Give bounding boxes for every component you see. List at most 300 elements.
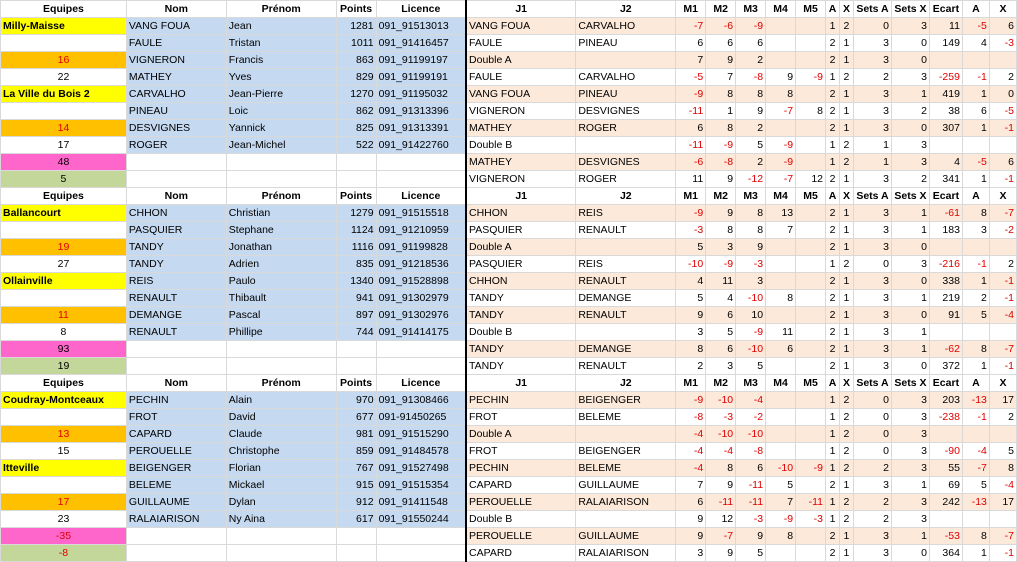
m1-cell[interactable]: -4 (676, 443, 706, 460)
ecart-cell[interactable]: 372 (929, 358, 962, 375)
ecart-a-cell[interactable]: 1 (962, 358, 989, 375)
j1-cell[interactable]: TANDY (466, 307, 576, 324)
nom-cell[interactable]: CHHON (126, 205, 226, 222)
m2-cell[interactable]: -9 (706, 137, 736, 154)
ecart-x-cell[interactable]: 2 (989, 256, 1016, 273)
j1-cell[interactable]: PECHIN (466, 392, 576, 409)
licence-cell[interactable]: 091_91484578 (376, 443, 466, 460)
points-cell[interactable]: 863 (336, 52, 376, 69)
j1-cell[interactable]: FAULE (466, 35, 576, 52)
j2-cell[interactable]: REIS (576, 205, 676, 222)
ecart-x-cell[interactable]: -3 (989, 35, 1016, 52)
j1-cell[interactable]: CHHON (466, 273, 576, 290)
m4-cell[interactable]: 8 (766, 86, 796, 103)
sets-x-cell[interactable]: 3 (891, 409, 929, 426)
ecart-cell[interactable]: 242 (929, 494, 962, 511)
m1-cell[interactable]: -9 (676, 392, 706, 409)
j1-cell[interactable]: FAULE (466, 69, 576, 86)
sets-x-cell[interactable]: 1 (891, 477, 929, 494)
m5-cell[interactable] (796, 290, 826, 307)
team-cell[interactable]: 5 (1, 171, 127, 188)
licence-cell[interactable]: 091_91199191 (376, 69, 466, 86)
a-cell[interactable]: 2 (826, 171, 840, 188)
prenom-cell[interactable]: Alain (226, 392, 336, 409)
sets-a-cell[interactable]: 2 (853, 460, 891, 477)
prenom-cell[interactable]: Tristan (226, 35, 336, 52)
sets-a-cell[interactable]: 3 (853, 35, 891, 52)
licence-cell[interactable] (376, 341, 466, 358)
j2-cell[interactable]: RALAIARISON (576, 545, 676, 562)
m2-cell[interactable]: 9 (706, 477, 736, 494)
j1-cell[interactable]: MATHEY (466, 120, 576, 137)
licence-cell[interactable]: 091_91550244 (376, 511, 466, 528)
a-cell[interactable]: 1 (826, 69, 840, 86)
nom-cell[interactable]: RENAULT (126, 290, 226, 307)
m2-cell[interactable]: 8 (706, 120, 736, 137)
j1-cell[interactable]: Double B (466, 511, 576, 528)
ecart-cell[interactable]: 419 (929, 86, 962, 103)
j1-cell[interactable]: TANDY (466, 290, 576, 307)
j2-cell[interactable]: RENAULT (576, 307, 676, 324)
sets-a-cell[interactable]: 0 (853, 256, 891, 273)
nom-cell[interactable]: CARVALHO (126, 86, 226, 103)
ecart-a-cell[interactable]: 1 (962, 120, 989, 137)
prenom-cell[interactable] (226, 545, 336, 562)
ecart-cell[interactable]: 4 (929, 154, 962, 171)
team-cell[interactable]: Ballancourt (1, 205, 127, 222)
sets-x-cell[interactable]: 3 (891, 392, 929, 409)
j1-cell[interactable]: Double B (466, 324, 576, 341)
team-cell[interactable]: 19 (1, 239, 127, 256)
m5-cell[interactable] (796, 307, 826, 324)
prenom-cell[interactable]: Jean (226, 18, 336, 35)
m5-cell[interactable]: -9 (796, 69, 826, 86)
licence-cell[interactable]: 091_91528898 (376, 273, 466, 290)
licence-cell[interactable]: 091_91416457 (376, 35, 466, 52)
sets-x-cell[interactable]: 0 (891, 52, 929, 69)
ecart-cell[interactable]: 203 (929, 392, 962, 409)
points-cell[interactable]: 970 (336, 392, 376, 409)
licence-cell[interactable]: 091_91527498 (376, 460, 466, 477)
m2-cell[interactable]: 8 (706, 86, 736, 103)
x-cell[interactable]: 2 (839, 443, 853, 460)
m1-cell[interactable]: 8 (676, 341, 706, 358)
m1-cell[interactable]: 9 (676, 511, 706, 528)
points-cell[interactable] (336, 171, 376, 188)
licence-cell[interactable]: 091_91218536 (376, 256, 466, 273)
prenom-cell[interactable]: Loic (226, 103, 336, 120)
licence-cell[interactable]: 091_91313391 (376, 120, 466, 137)
points-cell[interactable]: 981 (336, 426, 376, 443)
licence-cell[interactable]: 091_91513013 (376, 18, 466, 35)
team-cell[interactable] (1, 103, 127, 120)
m3-cell[interactable]: 2 (736, 154, 766, 171)
points-cell[interactable]: 835 (336, 256, 376, 273)
team-cell[interactable]: 17 (1, 494, 127, 511)
licence-cell[interactable]: 091-91450265 (376, 409, 466, 426)
a-cell[interactable]: 2 (826, 477, 840, 494)
m3-cell[interactable]: 3 (736, 273, 766, 290)
ecart-a-cell[interactable]: -4 (962, 443, 989, 460)
prenom-cell[interactable]: Yves (226, 69, 336, 86)
ecart-cell[interactable]: 341 (929, 171, 962, 188)
prenom-cell[interactable]: Ny Aina (226, 511, 336, 528)
nom-cell[interactable]: FROT (126, 409, 226, 426)
m3-cell[interactable]: -10 (736, 290, 766, 307)
prenom-cell[interactable]: Francis (226, 52, 336, 69)
x-cell[interactable]: 2 (839, 392, 853, 409)
m1-cell[interactable]: 4 (676, 273, 706, 290)
m1-cell[interactable]: -4 (676, 426, 706, 443)
m2-cell[interactable]: 12 (706, 511, 736, 528)
sets-a-cell[interactable]: 1 (853, 137, 891, 154)
ecart-x-cell[interactable] (989, 426, 1016, 443)
prenom-cell[interactable]: Florian (226, 460, 336, 477)
licence-cell[interactable]: 091_91515518 (376, 205, 466, 222)
nom-cell[interactable] (126, 171, 226, 188)
nom-cell[interactable]: VANG FOUA (126, 18, 226, 35)
ecart-cell[interactable] (929, 239, 962, 256)
prenom-cell[interactable]: Christophe (226, 443, 336, 460)
sets-x-cell[interactable]: 1 (891, 86, 929, 103)
prenom-cell[interactable]: Jean-Michel (226, 137, 336, 154)
points-cell[interactable]: 912 (336, 494, 376, 511)
ecart-x-cell[interactable] (989, 52, 1016, 69)
j1-cell[interactable]: CAPARD (466, 545, 576, 562)
m5-cell[interactable]: -3 (796, 511, 826, 528)
j1-cell[interactable]: PECHIN (466, 460, 576, 477)
m4-cell[interactable]: -7 (766, 103, 796, 120)
ecart-cell[interactable]: 69 (929, 477, 962, 494)
ecart-cell[interactable]: 11 (929, 18, 962, 35)
licence-cell[interactable] (376, 528, 466, 545)
m5-cell[interactable]: -11 (796, 494, 826, 511)
j1-cell[interactable]: TANDY (466, 358, 576, 375)
ecart-x-cell[interactable]: 17 (989, 494, 1016, 511)
m1-cell[interactable]: 6 (676, 35, 706, 52)
sets-x-cell[interactable]: 0 (891, 239, 929, 256)
sets-a-cell[interactable]: 3 (853, 273, 891, 290)
team-cell[interactable]: -8 (1, 545, 127, 562)
a-cell[interactable]: 1 (826, 154, 840, 171)
x-cell[interactable]: 1 (839, 86, 853, 103)
a-cell[interactable]: 1 (826, 137, 840, 154)
points-cell[interactable]: 522 (336, 137, 376, 154)
m2-cell[interactable]: -3 (706, 409, 736, 426)
m2-cell[interactable]: 6 (706, 35, 736, 52)
prenom-cell[interactable] (226, 154, 336, 171)
ecart-a-cell[interactable]: 1 (962, 273, 989, 290)
ecart-a-cell[interactable] (962, 137, 989, 154)
j1-cell[interactable]: PEROUELLE (466, 494, 576, 511)
m5-cell[interactable] (796, 392, 826, 409)
m3-cell[interactable]: -3 (736, 511, 766, 528)
sets-x-cell[interactable]: 3 (891, 256, 929, 273)
ecart-x-cell[interactable]: 2 (989, 409, 1016, 426)
m1-cell[interactable]: -5 (676, 69, 706, 86)
a-cell[interactable]: 2 (826, 341, 840, 358)
ecart-a-cell[interactable]: -1 (962, 69, 989, 86)
j2-cell[interactable]: BEIGENGER (576, 443, 676, 460)
ecart-x-cell[interactable]: 6 (989, 18, 1016, 35)
a-cell[interactable]: 1 (826, 18, 840, 35)
prenom-cell[interactable]: Thibault (226, 290, 336, 307)
ecart-cell[interactable] (929, 426, 962, 443)
ecart-x-cell[interactable]: -7 (989, 528, 1016, 545)
m3-cell[interactable]: 8 (736, 222, 766, 239)
nom-cell[interactable]: VIGNERON (126, 52, 226, 69)
ecart-cell[interactable]: 364 (929, 545, 962, 562)
sets-x-cell[interactable]: 2 (891, 171, 929, 188)
m4-cell[interactable]: 5 (766, 477, 796, 494)
ecart-x-cell[interactable] (989, 239, 1016, 256)
licence-cell[interactable] (376, 154, 466, 171)
team-cell[interactable] (1, 35, 127, 52)
ecart-a-cell[interactable] (962, 324, 989, 341)
sets-a-cell[interactable]: 3 (853, 528, 891, 545)
points-cell[interactable]: 1270 (336, 86, 376, 103)
points-cell[interactable] (336, 341, 376, 358)
ecart-cell[interactable]: -61 (929, 205, 962, 222)
ecart-a-cell[interactable] (962, 511, 989, 528)
team-cell[interactable]: Ollainville (1, 273, 127, 290)
nom-cell[interactable] (126, 154, 226, 171)
ecart-cell[interactable]: 307 (929, 120, 962, 137)
a-cell[interactable]: 2 (826, 290, 840, 307)
a-cell[interactable]: 2 (826, 358, 840, 375)
j2-cell[interactable] (576, 511, 676, 528)
m4-cell[interactable] (766, 239, 796, 256)
j1-cell[interactable]: TANDY (466, 341, 576, 358)
x-cell[interactable]: 1 (839, 103, 853, 120)
m3-cell[interactable]: -10 (736, 341, 766, 358)
a-cell[interactable]: 1 (826, 443, 840, 460)
j1-cell[interactable]: Double A (466, 52, 576, 69)
ecart-a-cell[interactable]: 4 (962, 35, 989, 52)
j2-cell[interactable]: ROGER (576, 171, 676, 188)
x-cell[interactable]: 1 (839, 545, 853, 562)
x-cell[interactable]: 2 (839, 154, 853, 171)
sets-a-cell[interactable]: 2 (853, 511, 891, 528)
ecart-a-cell[interactable]: -1 (962, 256, 989, 273)
m3-cell[interactable]: -2 (736, 409, 766, 426)
prenom-cell[interactable]: Pascal (226, 307, 336, 324)
m5-cell[interactable] (796, 154, 826, 171)
a-cell[interactable]: 2 (826, 307, 840, 324)
licence-cell[interactable] (376, 545, 466, 562)
ecart-x-cell[interactable]: 5 (989, 443, 1016, 460)
team-cell[interactable]: 14 (1, 120, 127, 137)
prenom-cell[interactable] (226, 341, 336, 358)
ecart-x-cell[interactable]: -4 (989, 307, 1016, 324)
team-cell[interactable] (1, 477, 127, 494)
m3-cell[interactable]: 8 (736, 86, 766, 103)
nom-cell[interactable]: BEIGENGER (126, 460, 226, 477)
team-cell[interactable] (1, 222, 127, 239)
ecart-a-cell[interactable]: 1 (962, 171, 989, 188)
licence-cell[interactable]: 091_91302979 (376, 290, 466, 307)
m1-cell[interactable]: 6 (676, 494, 706, 511)
j1-cell[interactable]: CHHON (466, 205, 576, 222)
x-cell[interactable]: 1 (839, 290, 853, 307)
nom-cell[interactable]: DESVIGNES (126, 120, 226, 137)
licence-cell[interactable]: 091_91308466 (376, 392, 466, 409)
ecart-x-cell[interactable]: -1 (989, 120, 1016, 137)
m1-cell[interactable]: -8 (676, 409, 706, 426)
m3-cell[interactable]: -9 (736, 18, 766, 35)
ecart-cell[interactable]: 38 (929, 103, 962, 120)
m2-cell[interactable]: 5 (706, 324, 736, 341)
sets-x-cell[interactable]: 3 (891, 443, 929, 460)
a-cell[interactable]: 2 (826, 35, 840, 52)
sets-x-cell[interactable]: 1 (891, 205, 929, 222)
points-cell[interactable]: 677 (336, 409, 376, 426)
sets-a-cell[interactable]: 0 (853, 426, 891, 443)
ecart-a-cell[interactable]: 8 (962, 205, 989, 222)
m4-cell[interactable]: 6 (766, 341, 796, 358)
a-cell[interactable]: 1 (826, 494, 840, 511)
x-cell[interactable]: 1 (839, 273, 853, 290)
m4-cell[interactable] (766, 273, 796, 290)
prenom-cell[interactable]: Christian (226, 205, 336, 222)
m5-cell[interactable] (796, 341, 826, 358)
nom-cell[interactable]: RENAULT (126, 324, 226, 341)
m5-cell[interactable] (796, 409, 826, 426)
x-cell[interactable]: 1 (839, 324, 853, 341)
team-cell[interactable]: La Ville du Bois 2 (1, 86, 127, 103)
sets-x-cell[interactable]: 0 (891, 273, 929, 290)
m5-cell[interactable] (796, 52, 826, 69)
j2-cell[interactable]: RENAULT (576, 273, 676, 290)
nom-cell[interactable] (126, 528, 226, 545)
sets-x-cell[interactable]: 0 (891, 358, 929, 375)
sets-x-cell[interactable]: 3 (891, 426, 929, 443)
ecart-x-cell[interactable] (989, 137, 1016, 154)
m4-cell[interactable]: -9 (766, 154, 796, 171)
j1-cell[interactable]: VIGNERON (466, 103, 576, 120)
ecart-cell[interactable]: -259 (929, 69, 962, 86)
m2-cell[interactable]: 6 (706, 307, 736, 324)
ecart-cell[interactable]: -238 (929, 409, 962, 426)
ecart-x-cell[interactable]: 6 (989, 154, 1016, 171)
a-cell[interactable]: 1 (826, 409, 840, 426)
ecart-a-cell[interactable]: -1 (962, 409, 989, 426)
sets-a-cell[interactable]: 0 (853, 409, 891, 426)
j2-cell[interactable] (576, 239, 676, 256)
m1-cell[interactable]: 11 (676, 171, 706, 188)
ecart-cell[interactable] (929, 324, 962, 341)
j1-cell[interactable]: MATHEY (466, 154, 576, 171)
m2-cell[interactable]: 9 (706, 171, 736, 188)
prenom-cell[interactable]: Dylan (226, 494, 336, 511)
points-cell[interactable]: 1279 (336, 205, 376, 222)
ecart-x-cell[interactable]: -7 (989, 205, 1016, 222)
m3-cell[interactable]: -10 (736, 426, 766, 443)
points-cell[interactable]: 744 (336, 324, 376, 341)
m3-cell[interactable]: 9 (736, 528, 766, 545)
m4-cell[interactable]: 7 (766, 222, 796, 239)
x-cell[interactable]: 1 (839, 477, 853, 494)
nom-cell[interactable]: TANDY (126, 256, 226, 273)
sets-a-cell[interactable]: 3 (853, 239, 891, 256)
sets-x-cell[interactable]: 1 (891, 222, 929, 239)
m1-cell[interactable]: -9 (676, 86, 706, 103)
x-cell[interactable]: 1 (839, 205, 853, 222)
m1-cell[interactable]: 3 (676, 324, 706, 341)
x-cell[interactable]: 1 (839, 52, 853, 69)
ecart-cell[interactable]: -90 (929, 443, 962, 460)
m4-cell[interactable] (766, 35, 796, 52)
points-cell[interactable]: 1340 (336, 273, 376, 290)
m4-cell[interactable]: -10 (766, 460, 796, 477)
x-cell[interactable]: 1 (839, 341, 853, 358)
sets-a-cell[interactable]: 1 (853, 154, 891, 171)
m2-cell[interactable]: 6 (706, 341, 736, 358)
sets-a-cell[interactable]: 3 (853, 171, 891, 188)
m1-cell[interactable]: 9 (676, 528, 706, 545)
m5-cell[interactable] (796, 256, 826, 273)
ecart-cell[interactable]: -53 (929, 528, 962, 545)
ecart-cell[interactable] (929, 52, 962, 69)
m5-cell[interactable]: -9 (796, 460, 826, 477)
sets-x-cell[interactable]: 1 (891, 290, 929, 307)
points-cell[interactable]: 617 (336, 511, 376, 528)
m1-cell[interactable]: -11 (676, 137, 706, 154)
sets-x-cell[interactable]: 0 (891, 35, 929, 52)
points-cell[interactable]: 825 (336, 120, 376, 137)
j2-cell[interactable] (576, 324, 676, 341)
j1-cell[interactable]: Double B (466, 137, 576, 154)
m4-cell[interactable] (766, 120, 796, 137)
ecart-cell[interactable]: 149 (929, 35, 962, 52)
ecart-a-cell[interactable]: 8 (962, 528, 989, 545)
m5-cell[interactable] (796, 18, 826, 35)
j2-cell[interactable]: PINEAU (576, 35, 676, 52)
ecart-cell[interactable] (929, 137, 962, 154)
team-cell[interactable]: 48 (1, 154, 127, 171)
team-cell[interactable]: 93 (1, 341, 127, 358)
sets-x-cell[interactable]: 3 (891, 18, 929, 35)
ecart-x-cell[interactable]: -1 (989, 545, 1016, 562)
j2-cell[interactable] (576, 137, 676, 154)
m2-cell[interactable]: 7 (706, 69, 736, 86)
m5-cell[interactable] (796, 35, 826, 52)
m5-cell[interactable] (796, 205, 826, 222)
prenom-cell[interactable]: Stephane (226, 222, 336, 239)
nom-cell[interactable]: RALAIARISON (126, 511, 226, 528)
m5-cell[interactable] (796, 324, 826, 341)
x-cell[interactable]: 1 (839, 239, 853, 256)
a-cell[interactable]: 1 (826, 426, 840, 443)
m1-cell[interactable]: 7 (676, 52, 706, 69)
prenom-cell[interactable] (226, 358, 336, 375)
licence-cell[interactable]: 091_91210959 (376, 222, 466, 239)
sets-x-cell[interactable]: 2 (891, 103, 929, 120)
m2-cell[interactable]: 11 (706, 273, 736, 290)
x-cell[interactable]: 2 (839, 409, 853, 426)
m1-cell[interactable]: 2 (676, 358, 706, 375)
sets-a-cell[interactable]: 3 (853, 86, 891, 103)
m3-cell[interactable]: -12 (736, 171, 766, 188)
sets-a-cell[interactable]: 3 (853, 358, 891, 375)
prenom-cell[interactable] (226, 528, 336, 545)
licence-cell[interactable]: 091_91199828 (376, 239, 466, 256)
licence-cell[interactable] (376, 171, 466, 188)
sets-a-cell[interactable]: 3 (853, 222, 891, 239)
ecart-a-cell[interactable] (962, 52, 989, 69)
ecart-x-cell[interactable]: 2 (989, 69, 1016, 86)
team-cell[interactable]: 13 (1, 426, 127, 443)
